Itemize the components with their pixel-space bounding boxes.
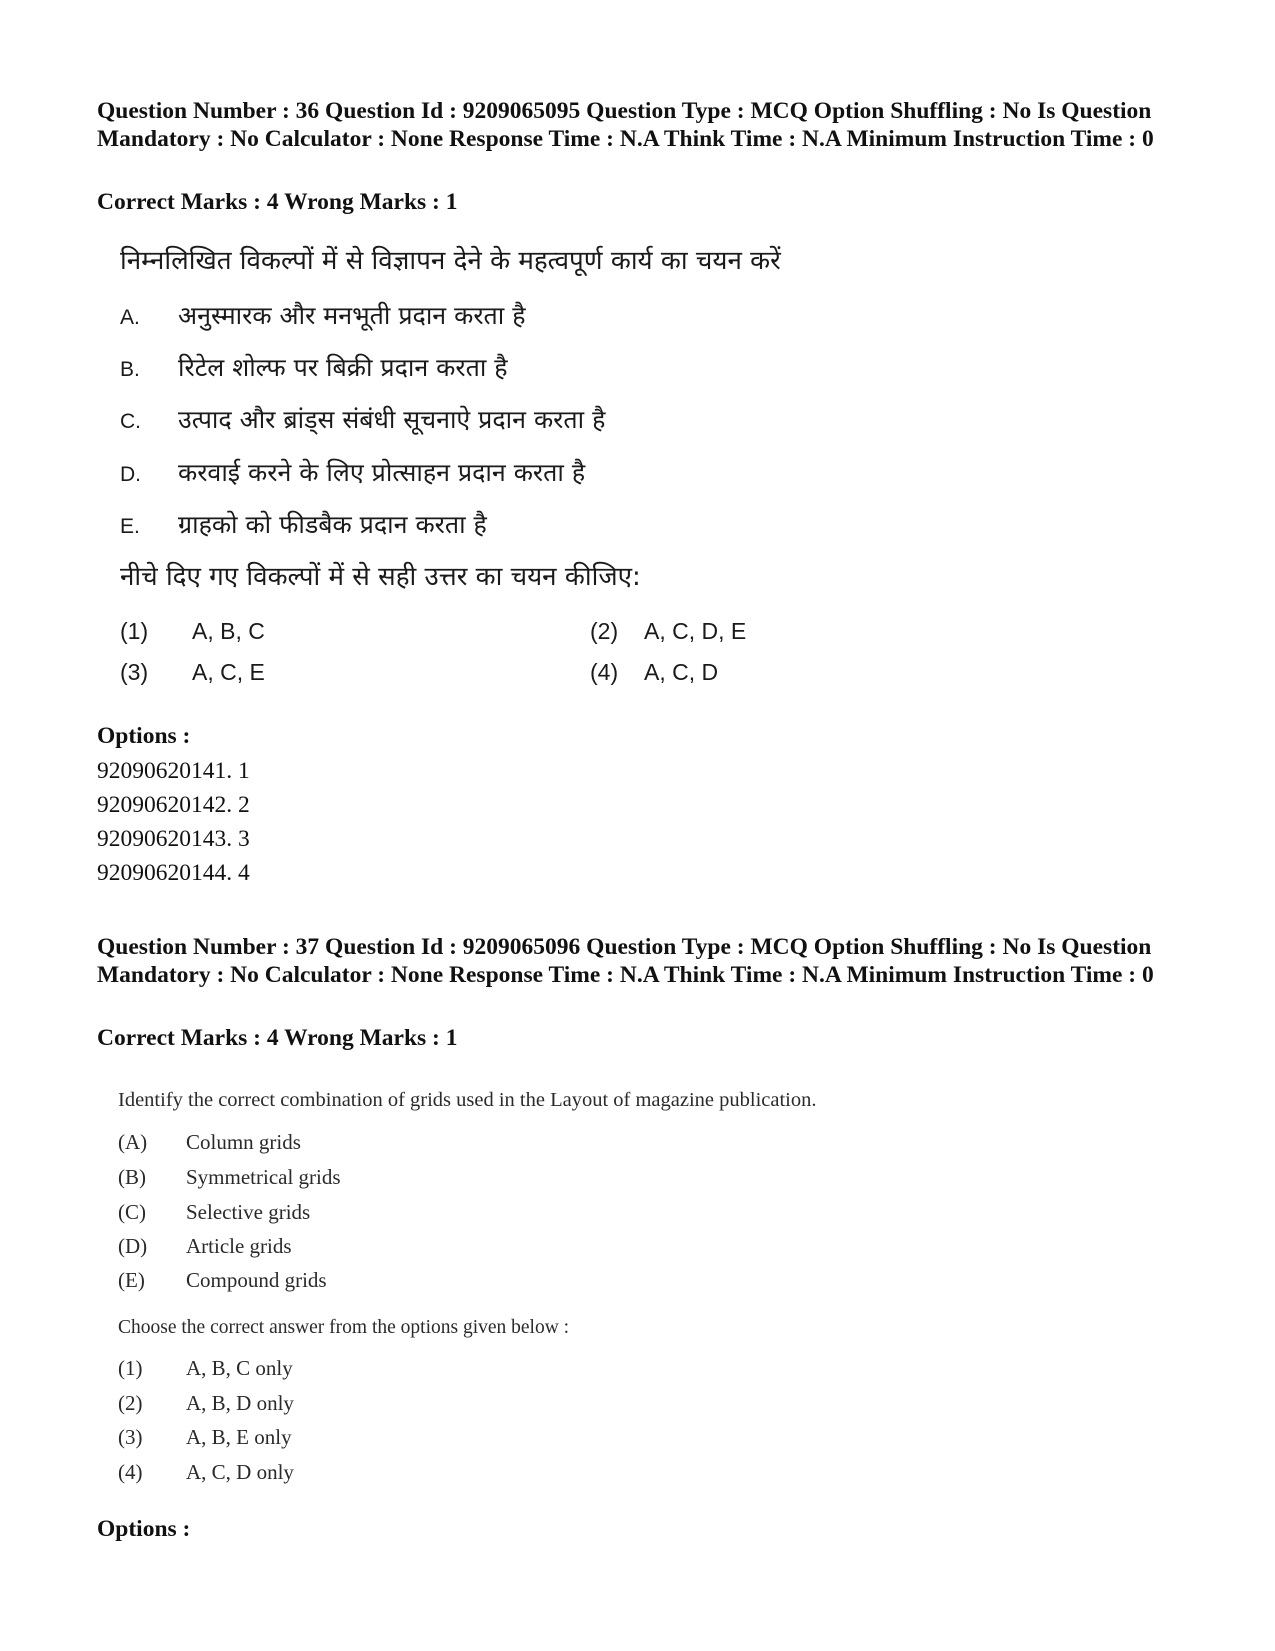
q36-marks: Correct Marks : 4 Wrong Marks : 1	[97, 189, 458, 215]
q37-answer	[118, 1390, 294, 1416]
q36-item-label: C.	[120, 410, 141, 433]
q37-choose: Choose the correct answer from the options given below :	[118, 1317, 570, 1338]
q37-answer	[118, 1424, 292, 1450]
q37-answer-text: A, B, D only	[186, 1391, 294, 1415]
q37-item-text: Selective grids	[186, 1200, 311, 1224]
q37-answer-text: A, C, D only	[186, 1460, 294, 1484]
q37-answer-num: (4)	[118, 1460, 143, 1484]
q37-item-text: Compound grids	[186, 1268, 327, 1292]
q37-item-label: (D)	[118, 1234, 148, 1258]
q37-item	[118, 1129, 301, 1155]
q36-item	[120, 351, 508, 387]
q36-choose: नीचे दिए गए विकल्पों में से सही उत्तर का चयन कीजिए:	[120, 562, 641, 592]
q37-item-label: (E)	[118, 1268, 145, 1292]
q37-answer-text: A, B, C only	[186, 1356, 293, 1380]
q37-answer-text: A, B, E only	[186, 1425, 292, 1449]
q36-item-text: अनुस्मारक और मनभूती प्रदान करता है	[178, 301, 526, 330]
q37-marks: Correct Marks : 4 Wrong Marks : 1	[97, 1025, 458, 1051]
q36-item-label: A.	[120, 306, 140, 329]
q36-answer-num: (4)	[590, 659, 619, 685]
q36-option: 92090620141. 1	[97, 758, 250, 784]
q36-answer-text: A, C, D, E	[644, 618, 747, 644]
q36-item	[120, 456, 585, 492]
q36-answer	[590, 616, 746, 646]
q36-answer-text: A, C, E	[192, 659, 265, 685]
q36-item-text: ग्राहको को फीडबैक प्रदान करता है	[178, 510, 487, 539]
q36-item-text: रिटेल शोल्फ पर बिक्री प्रदान करता है	[178, 353, 508, 382]
q36-answer-num: (2)	[590, 618, 619, 644]
q36-answer	[120, 616, 265, 646]
q36-item-label: B.	[120, 358, 140, 381]
q36-answer-num: (3)	[120, 659, 149, 685]
q36-answer-text: A, C, D	[644, 659, 719, 685]
q36-answer	[590, 657, 718, 687]
q37-item-text: Article grids	[186, 1234, 292, 1258]
q36-answer-text: A, B, C	[192, 618, 265, 644]
q37-answer-num: (3)	[118, 1425, 143, 1449]
q36-option: 92090620144. 4	[97, 860, 250, 886]
q37-item-label: (B)	[118, 1165, 146, 1189]
q37-answer-num: (2)	[118, 1391, 143, 1415]
q36-answer	[120, 657, 265, 687]
q37-answer	[118, 1355, 293, 1381]
q37-answer-num: (1)	[118, 1356, 143, 1380]
q37-item	[118, 1267, 327, 1293]
q37-item-label: (A)	[118, 1130, 148, 1154]
q37-item	[118, 1199, 310, 1225]
q36-item	[120, 403, 605, 439]
q37-stem: Identify the correct combination of grids used in the Layout of magazine publication.	[118, 1089, 817, 1111]
q37-options-heading: Options :	[97, 1516, 191, 1542]
q36-item-label: E.	[120, 515, 140, 538]
q37-item-label: (C)	[118, 1200, 146, 1224]
q36-item	[120, 299, 526, 335]
q37-item-text: Symmetrical grids	[186, 1165, 341, 1189]
q36-answer-num: (1)	[120, 618, 149, 644]
q36-option: 92090620143. 3	[97, 826, 250, 852]
q37-item	[118, 1164, 341, 1190]
q37-answer	[118, 1459, 294, 1485]
q36-options-heading: Options :	[97, 723, 191, 749]
q36-item	[120, 508, 487, 544]
q36-option: 92090620142. 2	[97, 792, 250, 818]
q36-item-label: D.	[120, 463, 141, 486]
q36-item-text: उत्पाद और ब्रांड्स संबंधी सूचनाऐ प्रदान करता है	[178, 405, 606, 434]
q36-item-text: करवाई करने के लिए प्रोत्साहन प्रदान करता है	[178, 458, 586, 487]
q36-meta: Question Number : 36 Question Id : 9209065095 Question Type : MCQ Option Shuffling : No Is Question Mandatory : No Calculator : None Response Time : N.A Think Time : N.A Minimum Instruction Time : 0	[97, 98, 1154, 152]
q37-item	[118, 1233, 292, 1259]
q37-item-text: Column grids	[186, 1130, 301, 1154]
q36-stem: निम्नलिखित विकल्पों में से विज्ञापन देने के महत्वपूर्ण कार्य का चयन करें	[120, 246, 781, 276]
q37-meta: Question Number : 37 Question Id : 9209065096 Question Type : MCQ Option Shuffling : No Is Question Mandatory : No Calculator : None Response Time : N.A Think Time : N.A Minimum Instruction Time : 0	[97, 934, 1154, 988]
